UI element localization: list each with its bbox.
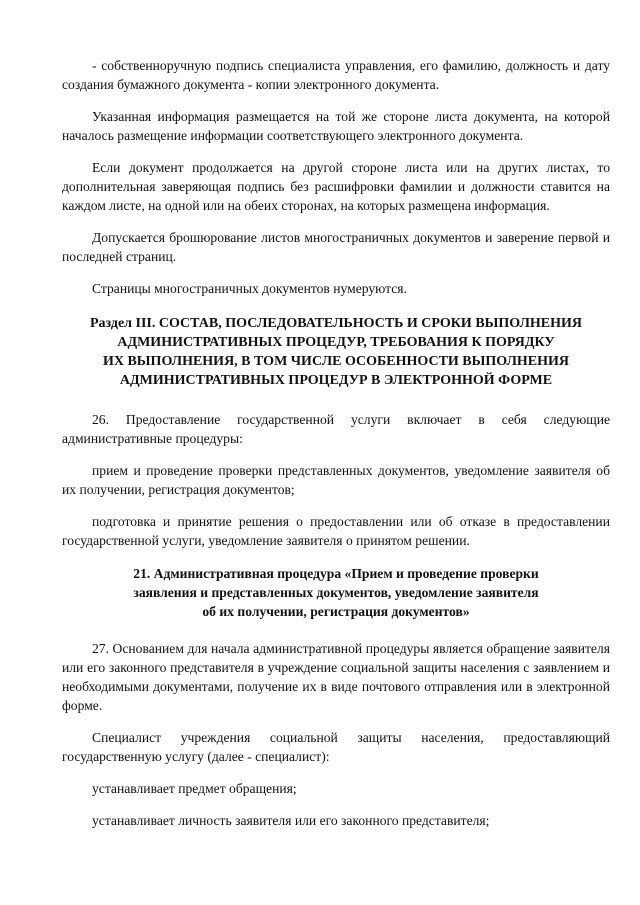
paragraph-binding: Допускается брошюрование листов многостраничных документов и заверение первой и последней страниц. [62, 230, 610, 264]
section-heading-line: АДМИНИСТРАТИВНЫХ ПРОЦЕДУР, ТРЕБОВАНИЯ К ПОРЯДКУ [117, 335, 555, 350]
paragraph-item-26: 26. Предоставление государственной услуги включает в себя следующие административные процедуры: [62, 412, 610, 446]
subsection-heading-line: заявления и представленных документов, уведомление заявителя [133, 585, 539, 600]
section-heading-line: Раздел III. СОСТАВ, ПОСЛЕДОВАТЕЛЬНОСТЬ И СРОКИ ВЫПОЛНЕНИЯ [89, 316, 583, 331]
document-page [62, 56, 610, 843]
subsection-heading-line: об их получении, регистрация документов» [202, 604, 470, 619]
paragraph-signature: - собственноручную подпись специалиста управления, его фамилию, должность и дату создания бумажного документа - копии электронного документа. [62, 58, 610, 92]
section-heading [62, 314, 610, 390]
paragraph-specialist: Специалист учреждения социальной защиты населения, предоставляющий государственную услугу (далее - специалист): [62, 730, 610, 764]
paragraph-continuation: Если документ продолжается на другой стороне листа или на других листах, то дополнительная заверяющая подпись без расшифровки фамилии и должности ставится на каждом листе, на одной или на обеих сторонах, на которых размещена информация. [62, 160, 610, 213]
section-heading-line: ИХ ВЫПОЛНЕНИЯ, В ТОМ ЧИСЛЕ ОСОБЕННОСТИ ВЫПОЛНЕНИЯ [102, 354, 570, 369]
subsection-heading-line: 21. Административная процедура «Прием и проведение проверки [133, 566, 539, 581]
paragraph-numbering: Страницы многостраничных документов нумеруются. [92, 281, 407, 296]
paragraph-procedure-decision: подготовка и принятие решения о предоставлении или об отказе в предоставлении государственной услуги, уведомление заявителя о принятом решении. [62, 514, 610, 548]
paragraph-identity: устанавливает личность заявителя или его законного представителя; [92, 813, 490, 828]
section-heading-line: АДМИНИСТРАТИВНЫХ ПРОЦЕДУР В ЭЛЕКТРОННОЙ ФОРМЕ [119, 373, 553, 388]
paragraph-subject: устанавливает предмет обращения; [92, 781, 297, 796]
paragraph-procedure-reception: прием и проведение проверки представленных документов, уведомление заявителя об их получении, регистрация документов; [62, 463, 610, 497]
subsection-heading [62, 564, 610, 621]
paragraph-placement: Указанная информация размещается на той же стороне листа документа, на которой началось размещение информации соответствующего электронного документа. [62, 109, 610, 143]
paragraph-item-27: 27. Основанием для начала административной процедуры является обращение заявителя или его законного представителя в учреждение социальной защиты населения с заявлением и необходимыми документами, получение их в виде почтового отправления или в электронной форме. [62, 641, 610, 713]
